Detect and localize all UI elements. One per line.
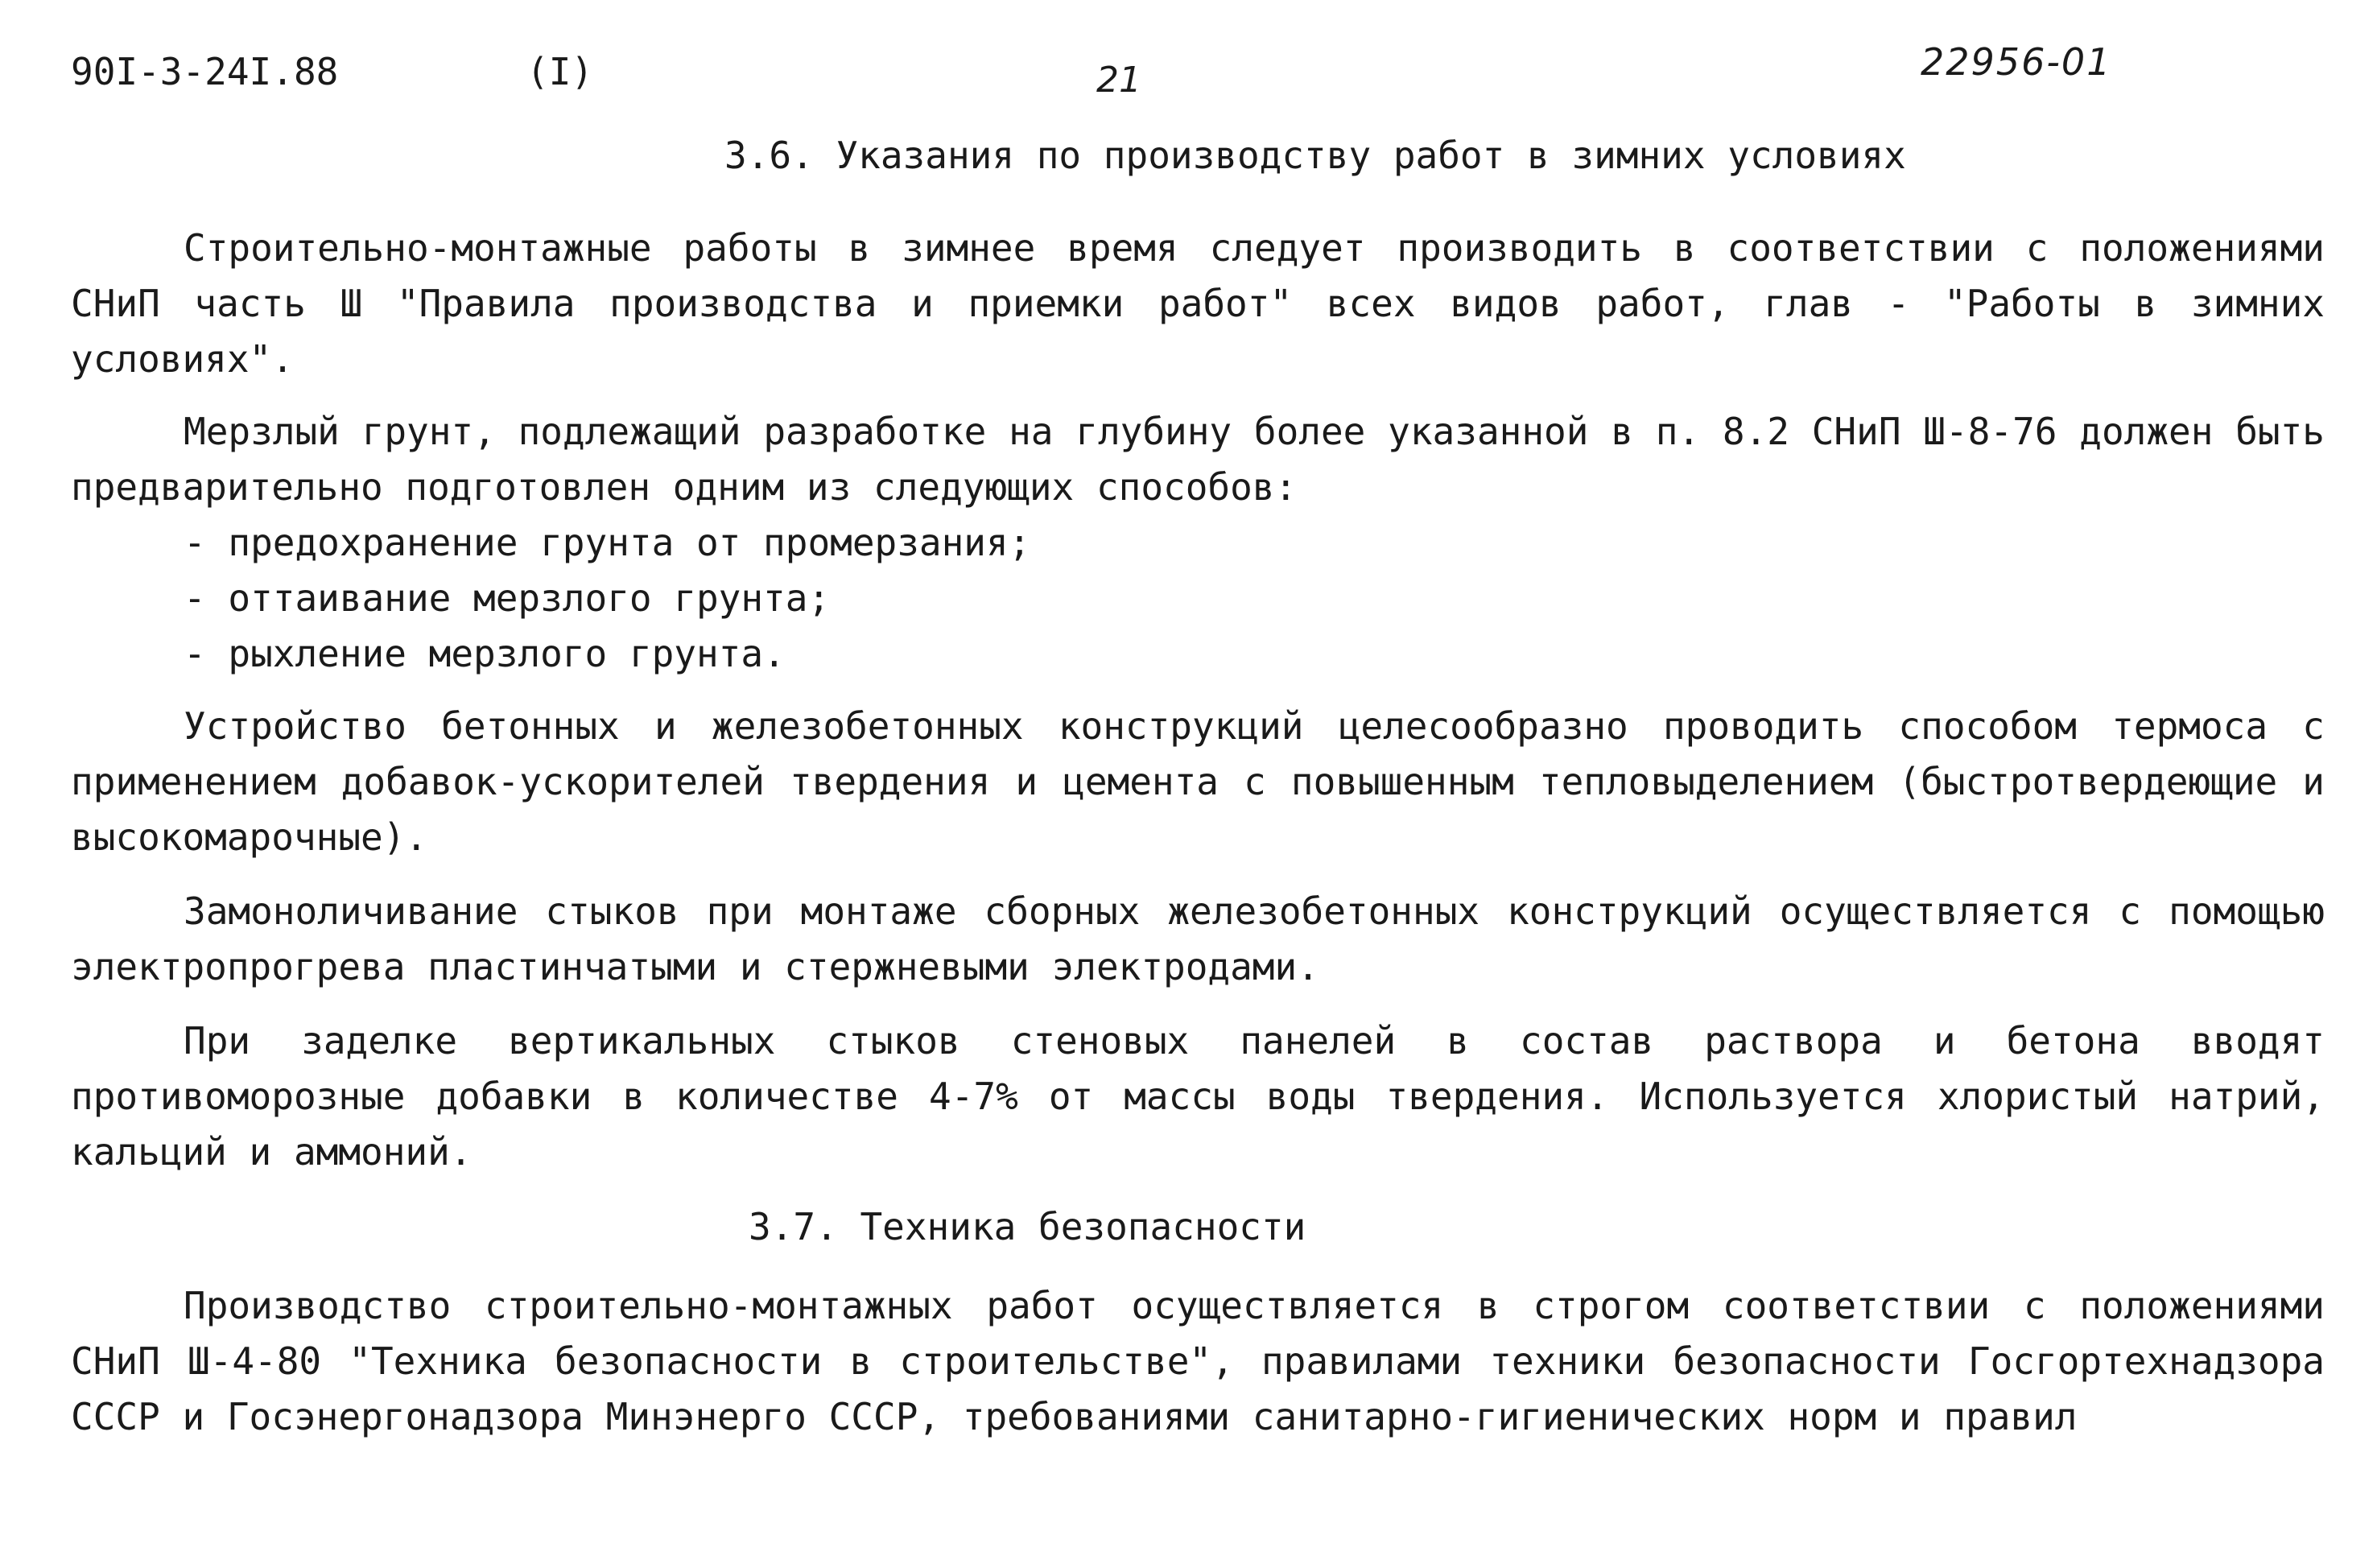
method-list bbox=[71, 515, 2325, 682]
page-number: 21 bbox=[1096, 60, 1141, 101]
paragraph bbox=[71, 884, 2325, 995]
paragraph-text: Устройство бетонных и железобетонных конструкций целесообразно проводить способом термоса с применением добавок-ускорителей твердения и цемента с повышенным тепловыделением (быстротвердеющие и высокомарочные). bbox=[71, 704, 2325, 859]
paragraph bbox=[71, 1278, 2325, 1445]
list-item: - предохранение грунта от промерзания; bbox=[184, 521, 1031, 564]
paragraph bbox=[71, 221, 2325, 387]
paragraph-text: Производство строительно-монтажных работ осуществляется в строгом соответствии с положениями СНиП Ш-4-80 "Техника безопасности в строительстве", правилами техники безопасности Госгортехнадзора СССР и Госэнергонадзора Минэнерго СССР, требованиями санитарно-гигиенических норм и правил bbox=[71, 1284, 2325, 1438]
paragraph-text: Строительно-монтажные работы в зимнее время следует производить в соответствии с положениями СНиП часть Ш "Правила производства и приемки работ" всех видов работ, глав - "Работы в зимних условиях". bbox=[71, 226, 2325, 381]
paragraph bbox=[71, 699, 2325, 865]
section-3-6-heading: 3.6. Указания по производству работ в зимних условиях bbox=[724, 134, 1906, 177]
registration-number: 22956-01 bbox=[1921, 40, 2112, 84]
section-3-7-heading: 3.7. Техника безопасности bbox=[749, 1205, 1306, 1248]
paragraph bbox=[71, 1013, 2325, 1180]
list-item: - рыхление мерзлого грунта. bbox=[184, 632, 786, 675]
document-code: 90I-3-24I.88 bbox=[71, 50, 339, 93]
sheet-mark: (I) bbox=[526, 50, 594, 93]
paragraph-text: Замоноличивание стыков при монтаже сборных железобетонных конструкций осуществляется с помощью электропрогрева пластинчатыми и стержневыми электродами. bbox=[71, 889, 2325, 988]
list-item: - оттаивание мерзлого грунта; bbox=[184, 576, 831, 620]
paragraph-text: При заделке вертикальных стыков стеновых панелей в состав раствора и бетона вводят противоморозные добавки в количестве 4-7% от массы воды твердения. Используется хлористый натрий, кальций и аммоний. bbox=[71, 1019, 2325, 1174]
paragraph bbox=[71, 404, 2325, 515]
paragraph-text: Мерзлый грунт, подлежащий разработке на глубину более указанной в п. 8.2 СНиП Ш-8-76 должен быть предварительно подготовлен одним из следующих способов: bbox=[71, 410, 2325, 509]
